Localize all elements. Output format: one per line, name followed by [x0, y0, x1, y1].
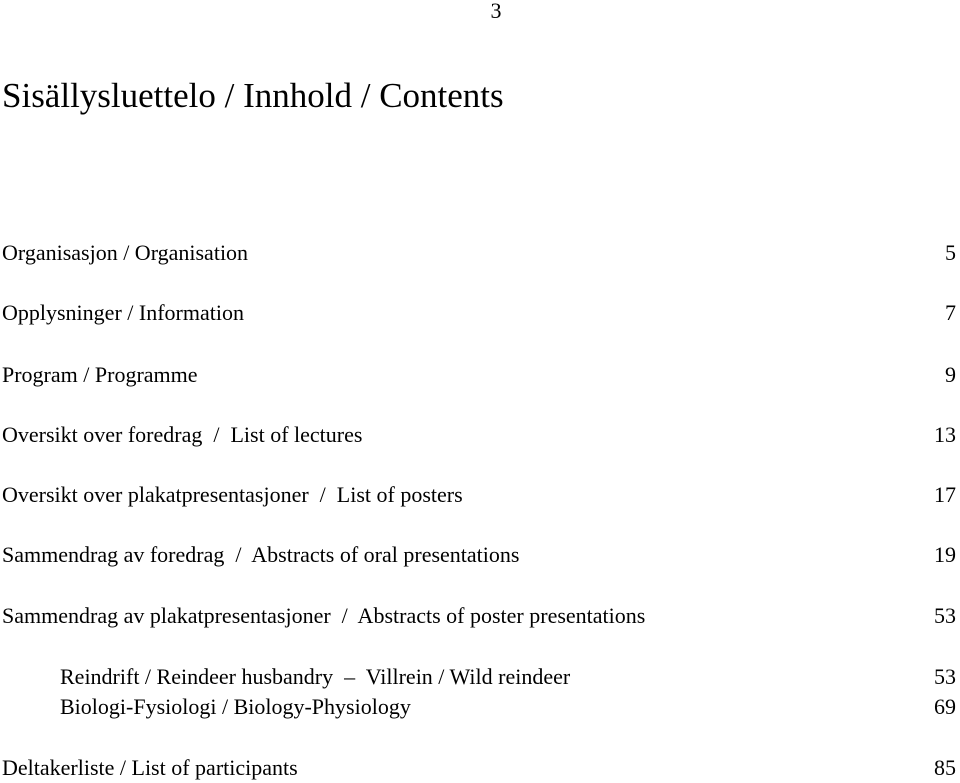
page-number: 3: [490, 0, 502, 23]
toc-entry-page: 9: [945, 362, 956, 387]
toc-entry-label: Sammendrag av foredrag / Abstracts of oral presentations: [2, 542, 520, 567]
toc-entry-page: 17: [934, 482, 956, 507]
toc-subentry-page: 53: [934, 664, 956, 689]
toc-subentry-label: Biologi-Fysiologi / Biology-Physiology: [60, 694, 411, 719]
toc-entry-label: Oversikt over foredrag / List of lectures: [2, 422, 363, 447]
toc-entry-label: Opplysninger / Information: [2, 300, 244, 325]
toc-subentry-biology: [60, 692, 956, 722]
toc-entry-page: 7: [945, 300, 956, 325]
toc-entry-page: 19: [934, 542, 956, 567]
toc-entry-programme: [2, 360, 956, 390]
page-title: Sisällysluettelo / Innhold / Contents: [2, 76, 504, 115]
toc-subentry-page: 69: [934, 694, 956, 719]
toc-entry-label: Program / Programme: [2, 362, 198, 387]
toc-subentry-label: Reindrift / Reindeer husbandry – Villrein / Wild reindeer: [60, 664, 571, 689]
toc-entry-information: [2, 298, 956, 328]
toc-entry-lectures: [2, 420, 956, 450]
toc-entry-label: Organisasjon / Organisation: [2, 240, 249, 265]
toc-entry-page: 5: [945, 240, 956, 265]
toc-entry-poster-abstracts: [2, 601, 956, 631]
toc-entry-organisation: [2, 238, 956, 268]
toc-entry-oral-abstracts: [2, 540, 956, 570]
toc-entry-page: 13: [934, 422, 956, 447]
toc-entry-page: 53: [934, 603, 956, 628]
toc-entry-page: 85: [934, 755, 956, 780]
toc-entry-label: Oversikt over plakatpresentasjoner / List of posters: [2, 482, 463, 507]
toc-entry-label: Deltakerliste / List of participants: [2, 755, 298, 780]
toc-entry-label: Sammendrag av plakatpresentasjoner / Abstracts of poster presentations: [2, 603, 646, 628]
toc-entry-participants: [2, 753, 956, 783]
toc-entry-posters: [2, 480, 956, 510]
toc-subentry-reindeer: [60, 662, 956, 692]
